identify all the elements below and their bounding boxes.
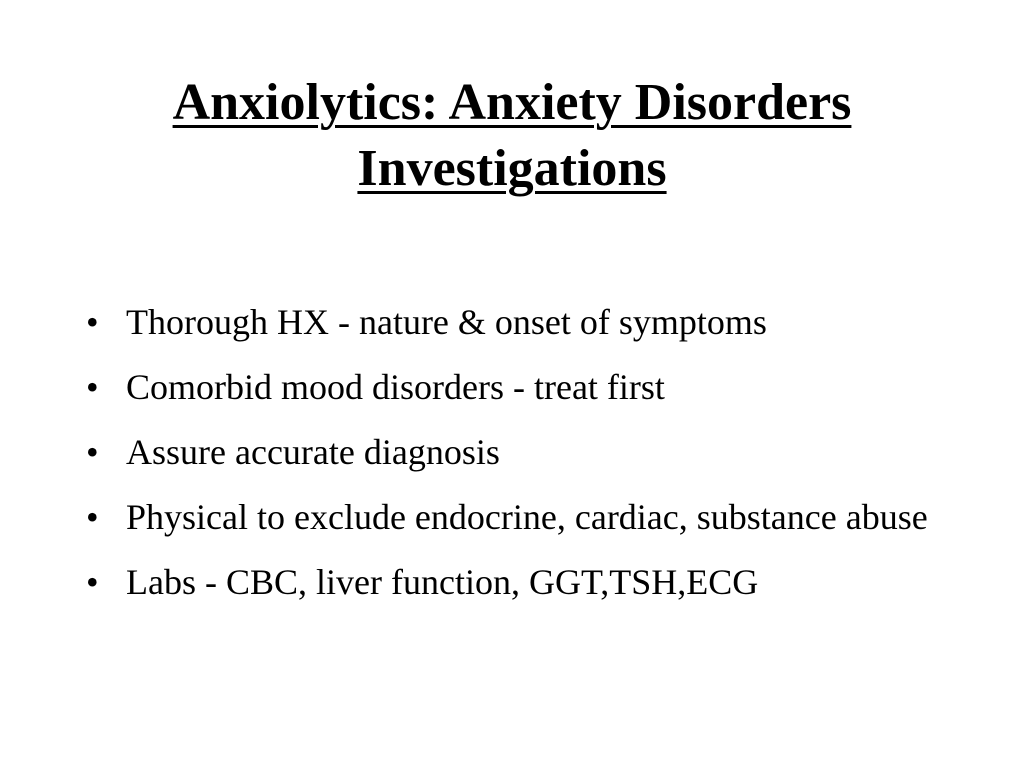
bullet-text: Physical to exclude endocrine, cardiac, substance abuse	[126, 497, 928, 537]
bullet-item-labs	[84, 560, 984, 604]
bullet-item-diagnosis	[84, 430, 984, 474]
bullet-text: Assure accurate diagnosis	[126, 432, 500, 472]
title-line-1: Anxiolytics: Anxiety Disorders	[172, 74, 852, 131]
slide-title	[40, 70, 984, 202]
bullet-list	[84, 300, 984, 625]
bullet-item-physical	[84, 495, 984, 539]
bullet-dot-icon: •	[86, 367, 99, 407]
bullet-text: Comorbid mood disorders - treat first	[126, 367, 665, 407]
bullet-item-comorbid	[84, 365, 984, 409]
bullet-dot-icon: •	[86, 302, 99, 342]
bullet-dot-icon: •	[86, 432, 99, 472]
bullet-dot-icon: •	[86, 497, 99, 537]
bullet-item-history	[84, 300, 984, 344]
bullet-text: Thorough HX - nature & onset of symptoms	[126, 302, 767, 342]
bullet-text: Labs - CBC, liver function, GGT,TSH,ECG	[126, 562, 759, 602]
title-line-2: Investigations	[357, 140, 667, 197]
bullet-dot-icon: •	[86, 562, 99, 602]
